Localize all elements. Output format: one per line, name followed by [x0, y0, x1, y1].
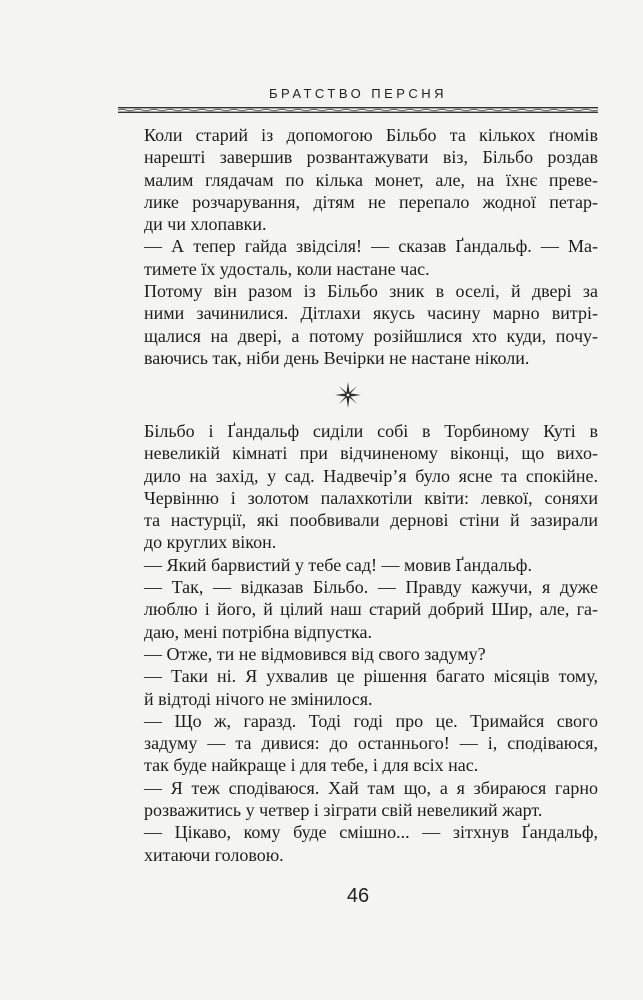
running-title: БРАТСТВО ПЕРСНЯ [269, 86, 447, 101]
page-number: 46 [346, 885, 370, 907]
text-line: та настурції, які пообвивали дернові стіни й зазирали [144, 510, 598, 531]
text-line: щалися на двері, а потому розійшлися хто куди, почу- [144, 325, 598, 346]
text-section-2 [118, 420, 598, 866]
text-line: ди чи хлопавки. [144, 214, 267, 235]
decorative-rule-icon [118, 106, 598, 114]
text-line: — Я теж сподіваюся. Хай там що, а я збираюся гарно [144, 777, 598, 798]
text-line: Червінню і золотом палахкотіли квіти: левкої, соняхи [144, 487, 598, 508]
text-line: тимете їх удосталь, коли настане час. [144, 258, 430, 279]
paragraph [118, 280, 598, 369]
text-line: невеликій кімнаті при відчиненому віконці, що вихо- [144, 443, 598, 464]
text-line: Більбо і Ґандальф сиділи собі в Торбиному Куті в [144, 421, 598, 441]
text-line: дило на захід, у сад. Надвечір’я було ясне та спокійне. [144, 465, 598, 486]
paragraph [118, 643, 598, 665]
paragraph [118, 821, 598, 866]
text-line: хитаючи головою. [144, 844, 284, 865]
text-line: — Таки ні. Я ухвалив це рішення багато місяців тому, [144, 666, 598, 687]
text-line: так буде найкраще і для тебе, і для всіх нас. [144, 755, 479, 776]
text-line: даю, мені потрібна відпустка. [144, 621, 372, 642]
text-line: — Отже, ти не відмовився від свого задуму? [144, 643, 486, 664]
text-section-1 [118, 124, 598, 369]
text-line: Потому він разом із Більбо зник в оселі, й двері за [144, 281, 598, 302]
text-line: — Який барвистий у тебе сад! — мовив Ґандальф. [144, 554, 532, 575]
compass-star-icon [335, 382, 361, 408]
paragraph [118, 665, 598, 710]
text-line: задуму — та дивися: до останнього! — і, сподіваюся, [144, 733, 598, 754]
text-line: до круглих вікон. [144, 532, 277, 553]
text-line: — Цікаво, кому буде смішно... — зітхнув Ґандальф, [144, 822, 598, 843]
paragraph [118, 777, 598, 822]
text-line: лике розчарування, дітям не перепало жодної петар- [144, 191, 598, 212]
paragraph [118, 576, 598, 643]
text-line: малим глядачам по кілька монет, але, на їхнє превe- [144, 169, 598, 190]
text-line: — Так, — відказав Більбо. — Правду кажучи, я дуже [144, 577, 598, 598]
paragraph [118, 420, 598, 554]
text-line: розважитись у четвер і зіграти свій невеликий жарт. [144, 800, 543, 821]
paragraph [118, 235, 598, 280]
paragraph [118, 124, 598, 235]
paragraph [118, 554, 598, 576]
text-line: й відтоді нічого не змінилося. [144, 688, 373, 709]
text-line: — Що ж, гаразд. Тоді годі про це. Тримайся свого [144, 710, 598, 731]
text-line: люблю і його, й цілий наш старий добрий Шир, але, га- [144, 599, 598, 620]
text-line: Коли старий із допомогою Більбо та кількох ґномів [144, 125, 598, 145]
text-line: ваючись так, ніби день Вечірки не настане ніколи. [144, 347, 530, 368]
paragraph [118, 710, 598, 777]
text-line: ними зачинилися. Дітлахи якусь часину марно витрі- [144, 303, 598, 324]
text-line: — А тепер гайда звідсіля! — сказав Ґандальф. — Ма- [144, 236, 598, 257]
text-line: нарешті завершив розвантажувати віз, Більбо роздав [144, 147, 598, 168]
